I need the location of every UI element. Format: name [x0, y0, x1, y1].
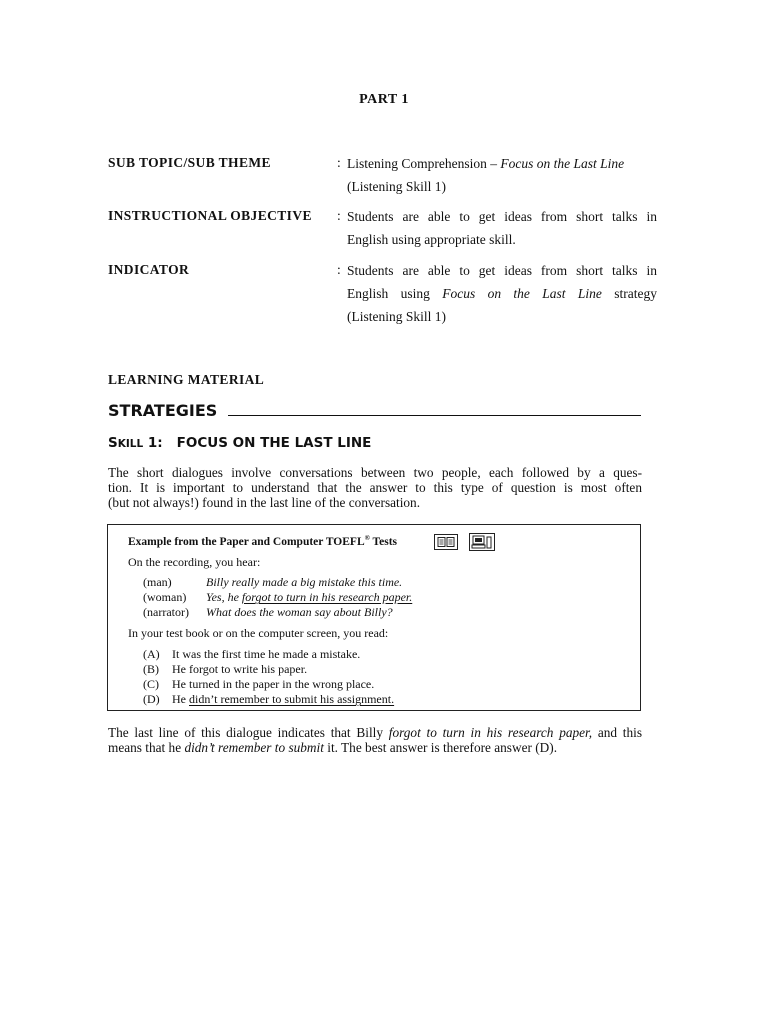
indicator-value-line1: Students are able to get ideas from short talks in [347, 263, 657, 278]
option-text [172, 677, 374, 692]
conclusion-italic: forgot to turn in his research paper, [388, 725, 593, 740]
indicator-text-suffix: strategy [601, 286, 657, 301]
option-text [172, 692, 394, 707]
intro-line-1: The short dialogues involve conversations between two people, each followed by a ques- [108, 465, 642, 480]
intro-line-3: (but not always!) found in the last line of the conversation. [108, 495, 421, 510]
sub-topic-label: SUB TOPIC/SUB THEME [108, 155, 271, 170]
option-underlined: didn’t remember to submit his assignment. [189, 692, 395, 706]
dialogue-line [206, 575, 402, 590]
objective-colon: : [337, 208, 341, 223]
indicator-value-line2 [347, 282, 657, 305]
skill-title: FOCUS ON THE LAST LINE [176, 435, 372, 451]
objective-value-line2: English using appropriate skill. [347, 232, 516, 247]
strategies-rule [228, 415, 641, 416]
dialogue-text: What does the woman say about Billy? [206, 605, 393, 619]
skill-label-cap: S [108, 435, 118, 451]
option-letter: (C) [143, 677, 159, 691]
conclusion-italic: didn’t remember to submit [184, 740, 324, 755]
option-letter: (D) [143, 692, 160, 706]
page-title: PART 1 [359, 92, 409, 107]
dialogue-text: Billy really made a big mistake this time. [206, 575, 403, 589]
indicator-label: INDICATOR [108, 262, 190, 277]
registered-mark: ® [364, 534, 370, 542]
dialogue-line [206, 590, 412, 605]
dialogue-line [206, 605, 393, 620]
sub-topic-value-line2: (Listening Skill 1) [347, 179, 446, 194]
paper-test-icon [434, 534, 458, 550]
dialogue-underlined: forgot to turn in his research paper. [241, 590, 413, 604]
skill-label-small: KILL [117, 438, 144, 450]
dialogue-speaker: (woman) [143, 590, 187, 604]
indicator-value-line3: (Listening Skill 1) [347, 309, 446, 324]
strategies-heading: STRATEGIES [108, 401, 218, 420]
option-text-main: He [172, 692, 189, 706]
option-letter: (A) [143, 647, 160, 661]
sub-topic-text: Listening Comprehension – [347, 156, 501, 171]
example-title-suffix: Tests [369, 535, 398, 548]
option-letter: (B) [143, 662, 159, 676]
indicator-text: English using [347, 286, 443, 301]
indicator-italic: Focus on the Last Line [442, 286, 602, 301]
option-text [172, 647, 360, 662]
option-text [172, 662, 307, 677]
indicator-colon: : [337, 262, 341, 277]
option-text-main: He turned in the paper in the wrong place. [172, 677, 375, 691]
recording-intro: On the recording, you hear: [128, 555, 261, 569]
learning-material-heading: LEARNING MATERIAL [108, 372, 265, 387]
intro-line-2: tion. It is important to understand that the answer to this type of question is most often [108, 480, 642, 495]
computer-test-icon [469, 533, 495, 551]
example-box [107, 524, 641, 711]
conclusion-line-2 [108, 740, 642, 756]
conclusion-text-suffix: it. The best answer is therefore answer (D). [323, 740, 558, 755]
conclusion-text: means that he [108, 740, 185, 755]
option-text-main: He forgot to write his paper. [172, 662, 308, 676]
sub-topic-colon: : [337, 155, 341, 170]
skill-heading [108, 435, 371, 451]
dialogue-speaker: (man) [143, 575, 172, 589]
sub-topic-italic: Focus on the Last Line [500, 156, 625, 171]
conclusion-text-suffix: and this [592, 725, 642, 740]
conclusion-text: The last line of this dialogue indicates that Billy [108, 725, 389, 740]
sub-topic-value-line1 [347, 152, 657, 175]
conclusion-line-1 [108, 725, 642, 741]
example-title [128, 534, 397, 548]
dialogue-text: Yes, he [206, 590, 242, 604]
read-intro: In your test book or on the computer screen, you read: [128, 626, 389, 640]
objective-label: INSTRUCTIONAL OBJECTIVE [108, 208, 312, 223]
example-title-text: Example from the Paper and Computer TOEFL [128, 535, 365, 548]
option-text-main: It was the first time he made a mistake. [172, 647, 361, 661]
objective-value-line1: Students are able to get ideas from short talks in [347, 209, 657, 224]
skill-number: 1: [143, 435, 163, 451]
dialogue-speaker: (narrator) [143, 605, 189, 619]
